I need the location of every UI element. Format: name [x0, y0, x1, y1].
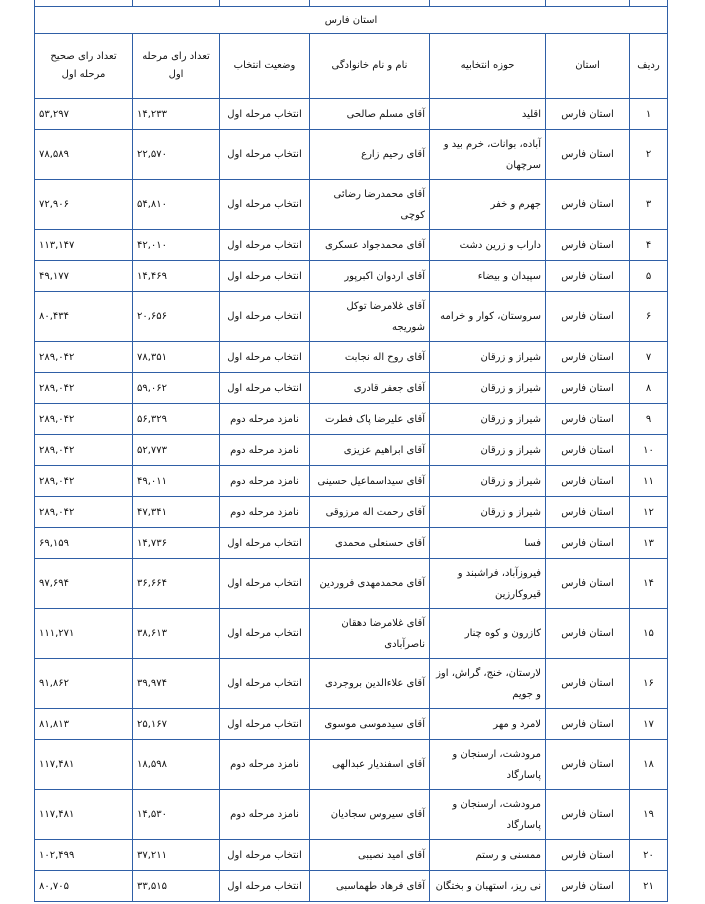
valid-votes-cell: ۲۸۹,۰۴۲: [35, 404, 133, 435]
constituency-cell: فسا: [430, 528, 546, 559]
candidate-name-cell: آقای سیداسماعیل حسینی: [310, 466, 430, 497]
candidate-name-cell: آقای اسفندیار عبدالهی: [310, 740, 430, 790]
valid-votes-cell: ۴۹,۱۷۷: [35, 261, 133, 292]
row-number: ۱۲: [630, 497, 668, 528]
candidate-name-cell: آقای جعفر قادری: [310, 373, 430, 404]
valid-votes-cell: ۲۸۹,۰۴۲: [35, 373, 133, 404]
first-round-votes-cell: ۱۸,۵۹۸: [133, 740, 220, 790]
province-cell: استان فارس: [546, 99, 630, 130]
province-cell: استان فارس: [546, 180, 630, 230]
valid-votes-cell: ۲۸۹,۰۴۲: [35, 497, 133, 528]
row-number: ۵: [630, 261, 668, 292]
constituency-cell: شیراز و زرقان: [430, 497, 546, 528]
status-cell: انتخاب مرحله اول: [220, 99, 310, 130]
province-cell: استان فارس: [546, 871, 630, 902]
row-number: ۷: [630, 342, 668, 373]
valid-votes-cell: ۱۱۱,۲۷۱: [35, 609, 133, 659]
status-cell: انتخاب مرحله اول: [220, 528, 310, 559]
status-cell: نامزد مرحله دوم: [220, 404, 310, 435]
province-cell: استان فارس: [546, 292, 630, 342]
table-row: [35, 709, 668, 740]
province-cell: استان فارس: [546, 497, 630, 528]
valid-votes-cell: ۸۰,۴۳۴: [35, 292, 133, 342]
status-cell: انتخاب مرحله اول: [220, 609, 310, 659]
status-cell: انتخاب مرحله اول: [220, 871, 310, 902]
row-number: ۱۹: [630, 790, 668, 840]
status-cell: نامزد مرحله دوم: [220, 790, 310, 840]
table-row: [35, 740, 668, 790]
valid-votes-cell: ۲۸۹,۰۴۲: [35, 466, 133, 497]
table-row: [35, 871, 668, 902]
first-round-votes-cell: ۳۳,۵۱۵: [133, 871, 220, 902]
table-row: [35, 373, 668, 404]
row-number: ۱: [630, 99, 668, 130]
valid-votes-cell: ۸۱,۸۱۳: [35, 709, 133, 740]
table-row: [35, 559, 668, 609]
candidate-name-cell: آقای حسنعلی محمدی: [310, 528, 430, 559]
header-row: [35, 34, 668, 99]
province-cell: استان فارس: [546, 790, 630, 840]
province-cell: استان فارس: [546, 528, 630, 559]
row-number: ۹: [630, 404, 668, 435]
constituency-cell: کازرون و کوه چنار: [430, 609, 546, 659]
status-cell: انتخاب مرحله اول: [220, 180, 310, 230]
constituency-cell: ممسنی و رستم: [430, 840, 546, 871]
table-row: [35, 130, 668, 180]
candidate-name-cell: آقای محمدمهدی فروردین: [310, 559, 430, 609]
candidate-name-cell: آقای رحیم زارع: [310, 130, 430, 180]
table-row: [35, 840, 668, 871]
table-row: [35, 497, 668, 528]
province-cell: استان فارس: [546, 659, 630, 709]
table-row: [35, 342, 668, 373]
province-cell: استان فارس: [546, 230, 630, 261]
first-round-votes-cell: ۴۷,۳۴۱: [133, 497, 220, 528]
row-number: ۱۵: [630, 609, 668, 659]
first-round-votes-cell: ۱۴,۴۶۹: [133, 261, 220, 292]
valid-votes-cell: ۱۰۲,۴۹۹: [35, 840, 133, 871]
constituency-cell: مرودشت، ارسنجان و پاسارگاد: [430, 740, 546, 790]
province-cell: استان فارس: [546, 609, 630, 659]
status-cell: انتخاب مرحله اول: [220, 261, 310, 292]
constituency-cell: شیراز و زرقان: [430, 466, 546, 497]
candidate-name-cell: آقای سیدموسی موسوی: [310, 709, 430, 740]
table-title-row: [35, 7, 668, 34]
province-cell: استان فارس: [546, 466, 630, 497]
constituency-cell: شیراز و زرقان: [430, 342, 546, 373]
constituency-cell: شیراز و زرقان: [430, 373, 546, 404]
row-number: ۱۰: [630, 435, 668, 466]
valid-votes-cell: ۶۹,۱۵۹: [35, 528, 133, 559]
valid-votes-cell: ۵۳,۲۹۷: [35, 99, 133, 130]
table-row: [35, 659, 668, 709]
row-number: ۲: [630, 130, 668, 180]
constituency-cell: شیراز و زرقان: [430, 435, 546, 466]
constituency-cell: سروستان، کوار و خرامه: [430, 292, 546, 342]
candidate-name-cell: آقای غلامرضا توکل شوریجه: [310, 292, 430, 342]
row-number: ۱۱: [630, 466, 668, 497]
table-row: [35, 404, 668, 435]
first-round-votes-cell: ۴۹,۰۱۱: [133, 466, 220, 497]
row-number: ۴: [630, 230, 668, 261]
valid-votes-cell: ۲۸۹,۰۴۲: [35, 342, 133, 373]
status-cell: نامزد مرحله دوم: [220, 466, 310, 497]
province-cell: استان فارس: [546, 740, 630, 790]
candidate-name-cell: آقای امید نصیبی: [310, 840, 430, 871]
table-row: [35, 790, 668, 840]
table-row: [35, 230, 668, 261]
first-round-votes-cell: ۱۴,۵۳۰: [133, 790, 220, 840]
candidate-name-cell: آقای روح اله نجابت: [310, 342, 430, 373]
table-row: [35, 99, 668, 130]
constituency-cell: لامرد و مهر: [430, 709, 546, 740]
status-cell: انتخاب مرحله اول: [220, 659, 310, 709]
province-cell: استان فارس: [546, 559, 630, 609]
table-row: [35, 261, 668, 292]
province-cell: استان فارس: [546, 342, 630, 373]
header-name: نام و نام خانوادگی: [310, 34, 430, 99]
results-sheet: [34, 0, 667, 902]
valid-votes-cell: ۲۸۹,۰۴۲: [35, 435, 133, 466]
row-number: ۲۱: [630, 871, 668, 902]
province-cell: استان فارس: [546, 261, 630, 292]
valid-votes-cell: ۱۱۷,۴۸۱: [35, 790, 133, 840]
status-cell: نامزد مرحله دوم: [220, 435, 310, 466]
constituency-cell: داراب و زرین دشت: [430, 230, 546, 261]
candidate-name-cell: آقای ابراهیم عزیزی: [310, 435, 430, 466]
status-cell: انتخاب مرحله اول: [220, 559, 310, 609]
candidate-name-cell: آقای علیرضا پاک فطرت: [310, 404, 430, 435]
first-round-votes-cell: ۳۶,۶۶۴: [133, 559, 220, 609]
row-number: ۱۳: [630, 528, 668, 559]
row-number: ۳: [630, 180, 668, 230]
header-row-no: ردیف: [630, 34, 668, 99]
table-row: [35, 180, 668, 230]
first-round-votes-cell: ۵۴,۸۱۰: [133, 180, 220, 230]
first-round-votes-cell: ۲۵,۱۶۷: [133, 709, 220, 740]
constituency-cell: اقلید: [430, 99, 546, 130]
first-round-votes-cell: ۲۰,۶۵۶: [133, 292, 220, 342]
status-cell: انتخاب مرحله اول: [220, 342, 310, 373]
status-cell: انتخاب مرحله اول: [220, 840, 310, 871]
header-province: استان: [546, 34, 630, 99]
row-number: ۲۰: [630, 840, 668, 871]
first-round-votes-cell: ۵۹,۰۶۲: [133, 373, 220, 404]
table-row: [35, 528, 668, 559]
candidate-name-cell: آقای غلامرضا دهقان ناصرآبادی: [310, 609, 430, 659]
results-table: [34, 0, 668, 902]
header-votes-first-round: تعداد رای مرحله اول: [133, 34, 220, 99]
candidate-name-cell: آقای علاءالدین بروجردی: [310, 659, 430, 709]
status-cell: انتخاب مرحله اول: [220, 709, 310, 740]
header-status: وضعیت انتخاب: [220, 34, 310, 99]
valid-votes-cell: ۷۸,۵۸۹: [35, 130, 133, 180]
constituency-cell: شیراز و زرقان: [430, 404, 546, 435]
first-round-votes-cell: ۵۲,۷۷۳: [133, 435, 220, 466]
status-cell: نامزد مرحله دوم: [220, 497, 310, 528]
valid-votes-cell: ۹۷,۶۹۴: [35, 559, 133, 609]
first-round-votes-cell: ۳۹,۹۷۴: [133, 659, 220, 709]
valid-votes-cell: ۱۱۳,۱۴۷: [35, 230, 133, 261]
province-cell: استان فارس: [546, 130, 630, 180]
row-number: ۱۶: [630, 659, 668, 709]
valid-votes-cell: ۱۱۷,۴۸۱: [35, 740, 133, 790]
row-number: ۱۸: [630, 740, 668, 790]
status-cell: انتخاب مرحله اول: [220, 373, 310, 404]
row-number: ۱۴: [630, 559, 668, 609]
first-round-votes-cell: ۳۷,۲۱۱: [133, 840, 220, 871]
table-title: استان فارس: [35, 7, 668, 34]
constituency-cell: جهرم و خفر: [430, 180, 546, 230]
table-row: [35, 292, 668, 342]
row-number: ۸: [630, 373, 668, 404]
candidate-name-cell: آقای سیروس سجادیان: [310, 790, 430, 840]
first-round-votes-cell: ۱۴,۲۳۳: [133, 99, 220, 130]
first-round-votes-cell: ۱۴,۷۳۶: [133, 528, 220, 559]
province-cell: استان فارس: [546, 373, 630, 404]
first-round-votes-cell: ۴۲,۰۱۰: [133, 230, 220, 261]
candidate-name-cell: آقای رحمت اله مرزوقی: [310, 497, 430, 528]
first-round-votes-cell: ۳۸,۶۱۳: [133, 609, 220, 659]
header-constituency: حوزه انتخابیه: [430, 34, 546, 99]
candidate-name-cell: آقای اردوان اکبرپور: [310, 261, 430, 292]
table-row: [35, 609, 668, 659]
table-row: [35, 435, 668, 466]
valid-votes-cell: ۷۲,۹۰۶: [35, 180, 133, 230]
first-round-votes-cell: ۷۸,۳۵۱: [133, 342, 220, 373]
valid-votes-cell: ۸۰,۷۰۵: [35, 871, 133, 902]
valid-votes-cell: ۹۱,۸۶۲: [35, 659, 133, 709]
header-valid-votes-first-round: تعداد رای صحیح مرحله اول: [35, 34, 133, 99]
status-cell: انتخاب مرحله اول: [220, 292, 310, 342]
constituency-cell: سپیدان و بیضاء: [430, 261, 546, 292]
candidate-name-cell: آقای محمدرضا رضائی کوچی: [310, 180, 430, 230]
province-cell: استان فارس: [546, 435, 630, 466]
status-cell: انتخاب مرحله اول: [220, 130, 310, 180]
candidate-name-cell: آقای محمدجواد عسکری: [310, 230, 430, 261]
first-round-votes-cell: ۵۶,۳۲۹: [133, 404, 220, 435]
row-number: ۶: [630, 292, 668, 342]
province-cell: استان فارس: [546, 709, 630, 740]
province-cell: استان فارس: [546, 404, 630, 435]
status-cell: نامزد مرحله دوم: [220, 740, 310, 790]
table-row: [35, 466, 668, 497]
constituency-cell: آباده، بوانات، خرم بید و سرچهان: [430, 130, 546, 180]
constituency-cell: فیروزآباد، فراشبند و قیروکارزین: [430, 559, 546, 609]
constituency-cell: لارستان، خنج، گراش، اوز و جویم: [430, 659, 546, 709]
constituency-cell: مرودشت، ارسنجان و پاسارگاد: [430, 790, 546, 840]
candidate-name-cell: آقای مسلم صالحی: [310, 99, 430, 130]
status-cell: انتخاب مرحله اول: [220, 230, 310, 261]
province-cell: استان فارس: [546, 840, 630, 871]
first-round-votes-cell: ۲۲,۵۷۰: [133, 130, 220, 180]
row-number: ۱۷: [630, 709, 668, 740]
constituency-cell: نی ریز، استهبان و بختگان: [430, 871, 546, 902]
candidate-name-cell: آقای فرهاد طهماسبی: [310, 871, 430, 902]
